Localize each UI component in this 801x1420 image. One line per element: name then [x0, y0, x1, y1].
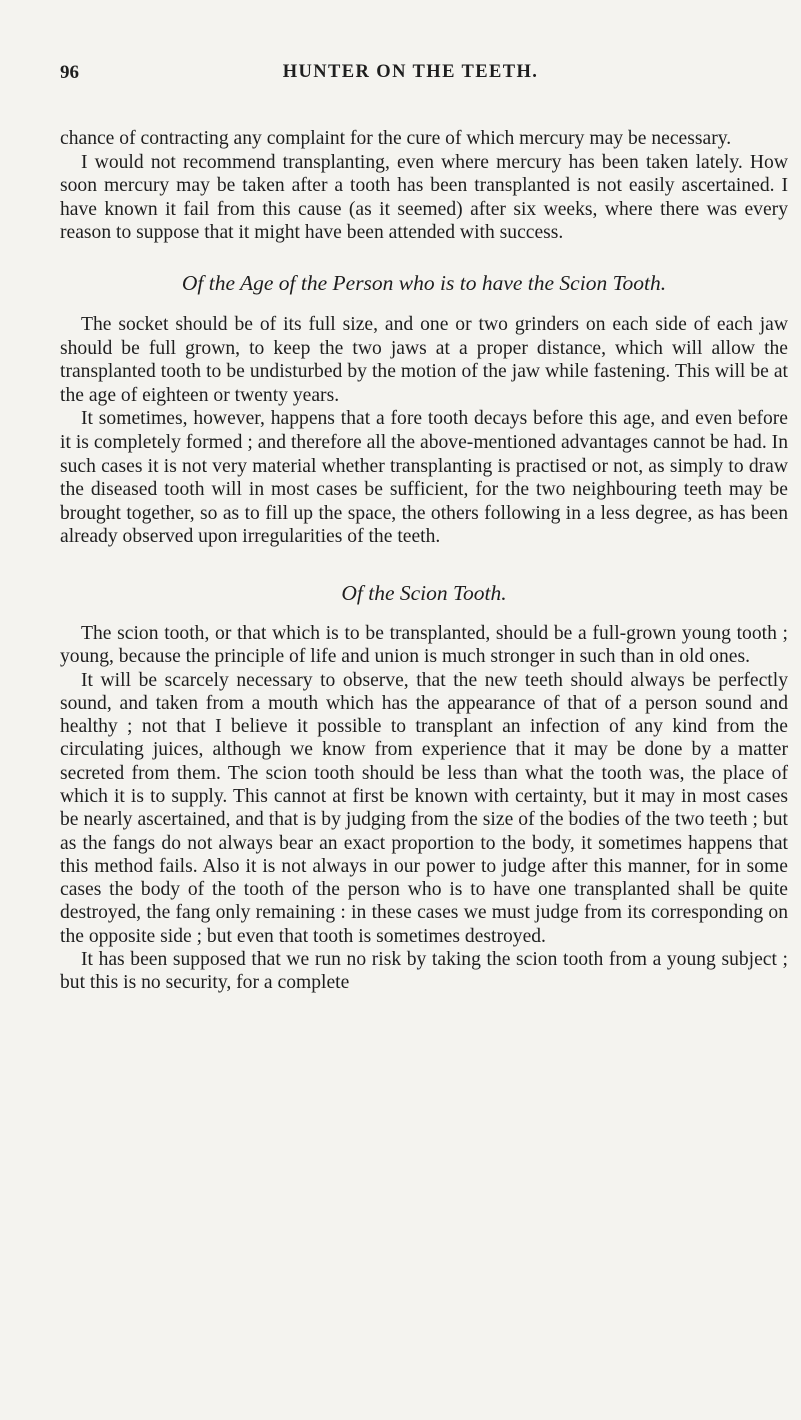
paragraph-sound-teeth: It will be scarcely necessary to observe, that the new teeth should always be perfectly sound, and taken from a mouth which has the appearance of that of a person sound and healthy ; not that I believe it possible to transplant an infection of any kind from the circulating juices, although we know from experience that it may be done by a matter secreted from them. The scion tooth should be less than what the tooth was, the place of which it is to supply. This cannot at first be known with certainty, but it may in most cases be nearly ascertained, and that is by judging from the size of the bodies of the two teeth ; but as the fangs do not always bear an exact proportion to the body, it sometimes happens that this method fails. Also it is not always in our power to judge after this manner, for in some cases the body of the tooth of the person who is to have one transplanted shall be quite destroyed, the fang only remaining : in these cases we must judge from its corresponding on the opposite side ; but even that tooth is sometimes destroyed.	[60, 669, 788, 947]
paragraph-young-subject: It has been supposed that we run no risk by taking the scion tooth from a young subject ; but this is no security, for a complete	[60, 949, 788, 994]
page-number: 96	[60, 62, 79, 83]
paragraph-continued: chance of contracting any complaint for the cure of which mercury may be necessary.	[60, 128, 732, 149]
section-heading-scion: Of the Scion Tooth.	[341, 580, 507, 605]
running-title: HUNTER ON THE TEETH.	[282, 62, 539, 82]
page-body	[60, 127, 788, 995]
paragraph-scion-tooth: The scion tooth, or that which is to be transplanted, should be a full-grown young tooth ; young, because the principle of life and union is much stronger in such than in old ones.	[60, 622, 788, 668]
page-header	[60, 62, 761, 88]
paragraph-mercury: I would not recommend transplanting, even where mercury has been taken lately. How soon mercury may be taken after a tooth has been transplanted is not easily ascertained. I have known it fail from this cause (as it seemed) after six weeks, where there was every reason to suppose that it might have been attended with success.	[60, 151, 788, 244]
paragraph-fore-tooth: It sometimes, however, happens that a fore tooth decays before this age, and even before it is completely formed ; and therefore all the above-mentioned advantages cannot be had. In such cases it is not very material whether transplanting is practised or not, as simply to draw the diseased tooth will in most cases be sufficient, for the two neighbouring teeth may be brought together, so as to fill up the space, the others following in a less degree, as has been already observed upon irregularities of the teeth.	[60, 408, 788, 548]
section-heading-age: Of the Age of the Person who is to have the Scion Tooth.	[181, 270, 667, 295]
paragraph-socket: The socket should be of its full size, and one or two grinders on each side of each jaw should be full grown, to keep the two jaws at a proper distance, which will allow the transplanted tooth to be undisturbed by the motion of the jaw while fastening. This will be at the age of eighteen or twenty years.	[60, 313, 788, 406]
